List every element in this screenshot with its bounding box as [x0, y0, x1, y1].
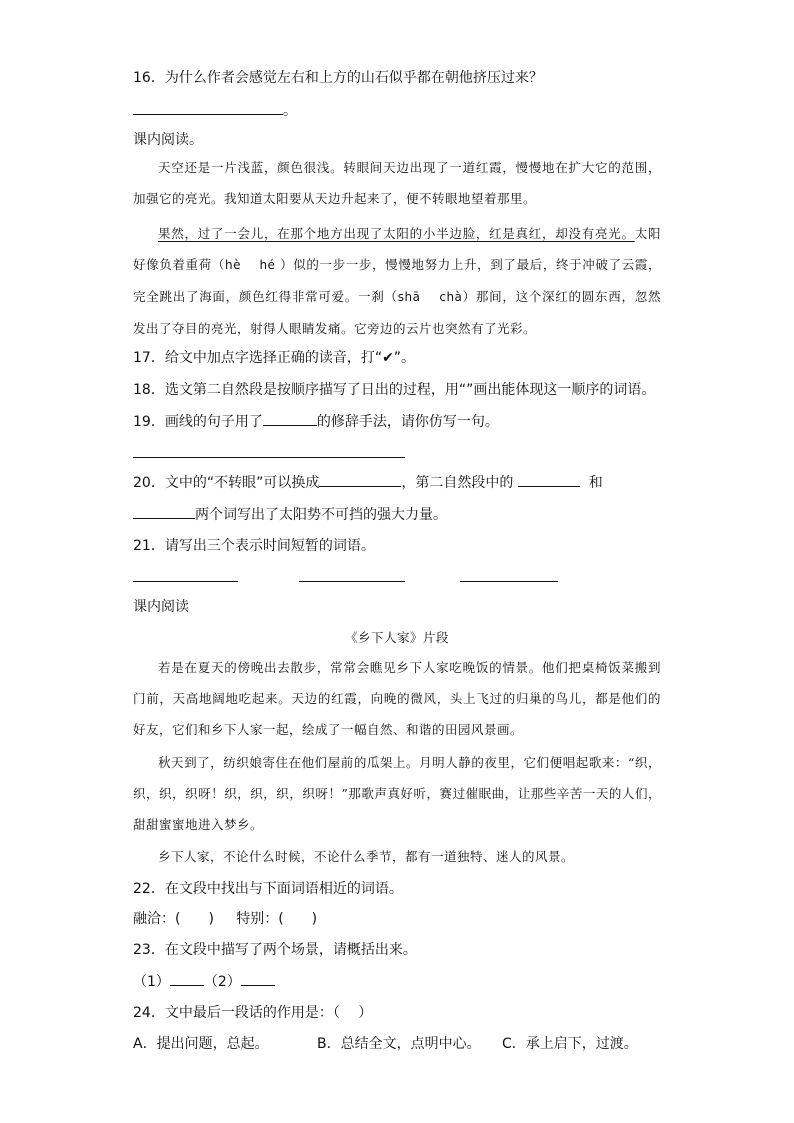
question-16-text: 16．为什么作者会感觉左右和上方的山石似乎都在朝他挤压过来？	[133, 70, 543, 86]
passage-2-paragraph-2: 秋天到了，纺织娘寄住在他们屋前的瓜架上。月明人静的夜里，它们便唱起歌来：“织，织，织，织呀！织，织，织，织呀！”那歌声真好听，赛过催眠曲，让那些辛苦一天的人们，甜甜蜜蜜地进入梦乡。	[133, 755, 661, 832]
answer-rule[interactable]	[133, 457, 405, 458]
answer-rule[interactable]	[133, 581, 238, 582]
question-17: 17．给文中加点字选择正确的读音，打“✔”。	[133, 350, 416, 366]
pinyin-option-4[interactable]: chà	[439, 290, 463, 304]
answer-blank[interactable]	[241, 971, 275, 986]
q24-option-c[interactable]: C．承上启下，过渡。	[502, 1036, 638, 1052]
question-18: 18．选文第二自然段是按顺序描写了日出的过程，用“”画出能体现这一顺序的词语。	[133, 382, 656, 398]
pinyin-option-3[interactable]: shā	[397, 290, 421, 304]
answer-rule[interactable]	[299, 581, 405, 582]
passage-2-title: 《乡下人家》片段	[344, 630, 449, 645]
question-20-cont: 两个词写出了太阳势不可挡的强大力量。	[133, 504, 447, 525]
answer-blank[interactable]	[263, 411, 317, 426]
q22-item-b[interactable]: 特别：( )	[236, 911, 318, 927]
answer-blank[interactable]	[170, 971, 204, 986]
question-19: 19．画线的句子用了 的修辞手法，请你仿写一句。	[133, 411, 499, 432]
question-22: 22．在文段中找出与下面词语相近的词语。	[133, 881, 403, 897]
passage-1-paragraph-2: 果然，过了一会儿，在那个地方出现了太阳的小半边脸，红是真红，却没有亮光。太阳好像负着重荷（hè hé ）似的一步一步，慢慢地努力上升，到了最后，终于冲破了云霞，完全跳出了海面，颜色红得非常可爱。一刹（shā chà）那间，这个深红的圆东西，忽然发出了夺目的亮光，射得人眼睛发痛。它旁边的云片也突然有了光彩。	[133, 226, 661, 336]
pinyin-option-1[interactable]: hè	[224, 258, 241, 272]
passage-2-paragraph-1: 若是在夏天的傍晚出去散步，常常会瞧见乡下人家吃晚饭的情景。他们把桌椅饭菜搬到门前，天高地阔地吃起来。天边的红霞，向晚的微风，头上飞过的归巢的鸟儿，都是他们的好友，它们和乡下人家一起，绘成了一幅自然、和谐的田园风景画。	[133, 660, 661, 737]
answer-blank[interactable]	[319, 472, 401, 487]
question-23-items: （1） （2）	[133, 971, 275, 992]
passage-2-paragraph-3: 乡下人家，不论什么时候，不论什么季节，都有一道独特、迷人的风景。	[158, 849, 575, 864]
question-16-answer-line: 。	[133, 100, 297, 121]
q24-option-a[interactable]: A．提出问题，总起。	[133, 1036, 269, 1052]
q24-option-b[interactable]: B．总结全文，点明中心。	[317, 1036, 481, 1052]
question-20: 20．文中的“不转眼”可以换成 ，第二自然段中的 和	[133, 472, 603, 493]
passage-1-paragraph-1: 天空还是一片浅蓝，颜色很浅。转眼间天边出现了一道红霞，慢慢地在扩大它的范围，加强它的亮光。我知道太阳要从天边升起来了，便不转眼地望着那里。	[133, 160, 661, 206]
answer-rule[interactable]	[460, 581, 558, 582]
answer-blank[interactable]	[133, 100, 283, 115]
question-16	[133, 68, 543, 88]
section-title-1: 课内阅读。	[133, 132, 203, 148]
underlined-sentence: 果然，过了一会儿，在那个地方出现了太阳的小半边脸，红是真红，却没有亮光。	[158, 226, 635, 241]
answer-blank[interactable]	[518, 472, 580, 487]
question-22-items	[133, 909, 317, 929]
q22-item-a[interactable]: 融洽：( )	[133, 911, 214, 927]
pinyin-option-2[interactable]: hé	[259, 258, 276, 272]
answer-blank[interactable]	[133, 504, 195, 519]
question-23: 23．在文段中描写了两个场景，请概括出来。	[133, 942, 417, 958]
question-21: 21．请写出三个表示时间短暂的词语。	[133, 538, 375, 554]
section-title-2: 课内阅读	[133, 599, 189, 615]
question-24: 24．文中最后一段话的作用是：（ ）	[133, 1005, 373, 1021]
